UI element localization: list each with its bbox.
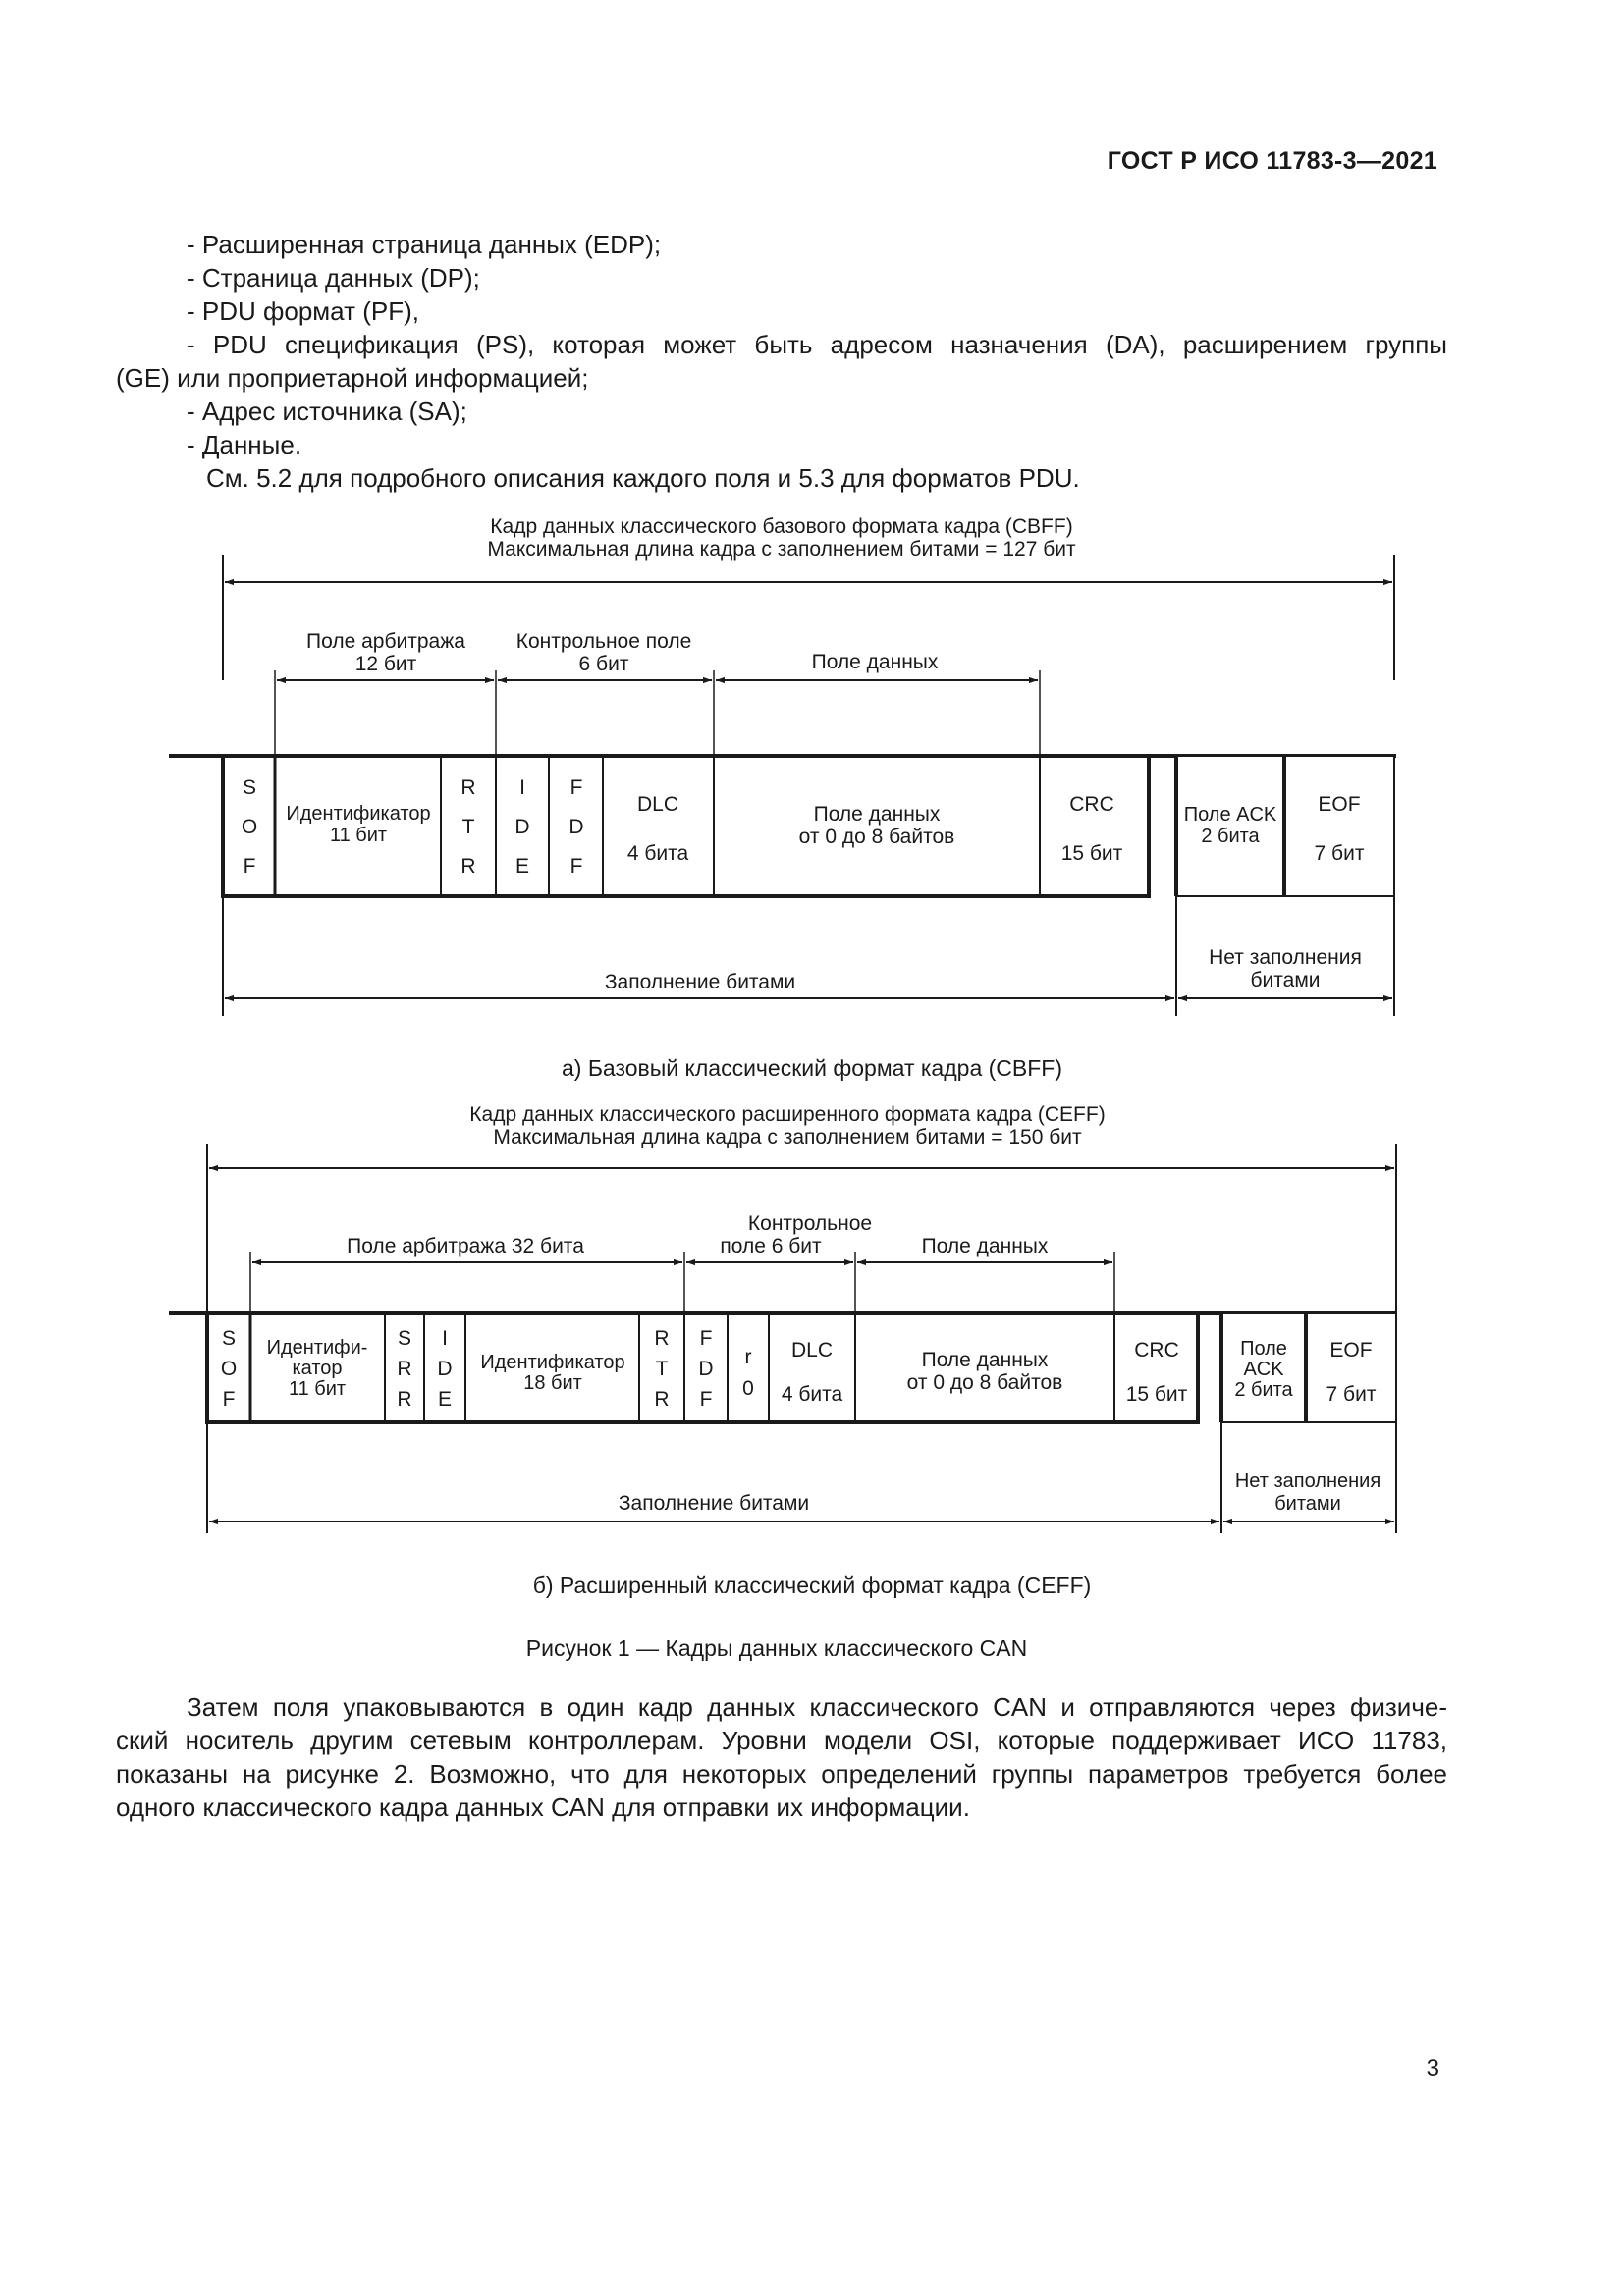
- crc-bits: 15 бит: [1060, 842, 1123, 865]
- eof-label: EOF: [1329, 1339, 1373, 1362]
- figure-b-caption: б) Расширенный классический формат кадра (CEFF): [532, 1573, 1092, 1598]
- cbff-frame-diagram: [0, 506, 1624, 1065]
- identifier-b-bits: 18 бит: [523, 1372, 582, 1394]
- fdf-letter: D: [568, 816, 584, 838]
- cbff-title-line2: Максимальная длина кадра с заполнением битами = 127 бит: [487, 538, 1076, 561]
- ide-letter: E: [437, 1388, 453, 1411]
- sof-letter: F: [222, 1388, 236, 1411]
- paragraph-line: показаны на рисунке 2. Возможно, что для некоторых определений группы параметров требуется более: [116, 1759, 1447, 1789]
- ack-bits: 2 бита: [1234, 1379, 1293, 1401]
- paragraph-line: ский носитель другим сетевым контроллерам. Уровни модели OSI, которые поддерживает ИСО 11783,: [116, 1726, 1447, 1755]
- dlc-label: DLC: [636, 793, 679, 816]
- document-header: ГОСТ Р ИСО 11783-3—2021: [1107, 147, 1437, 175]
- arbitration-field-bits: 12 бит: [354, 653, 417, 675]
- crc-bits: 15 бит: [1125, 1383, 1188, 1406]
- arbitration-field-label: Поле арбитража 32 бита: [347, 1235, 584, 1257]
- ide-letter: D: [514, 816, 530, 838]
- eof-label: EOF: [1318, 793, 1361, 816]
- bit-stuffing-label: Заполнение битами: [604, 971, 796, 993]
- r0-letter: r: [744, 1346, 752, 1368]
- dlc-bits: 4 бита: [626, 842, 689, 865]
- reference-text: См. 5.2 для подробного описания каждого поля и 5.3 для форматов PDU.: [206, 463, 1080, 493]
- control-field-label: Контрольное поле: [515, 630, 692, 653]
- bit-stuffing-label: Заполнение битами: [618, 1492, 810, 1515]
- identifier-bits: 11 бит: [329, 825, 388, 846]
- rtr-letter: R: [460, 855, 476, 878]
- sof-letter: F: [243, 855, 256, 878]
- data-field-label: Поле данных: [811, 651, 939, 673]
- rtr-letter: R: [654, 1388, 670, 1411]
- list-item: - Страница данных (DP);: [187, 263, 480, 293]
- sof-letter: S: [221, 1327, 237, 1350]
- list-item: - Расширенная страница данных (EDP);: [187, 230, 662, 259]
- list-item: - Адрес источника (SA);: [187, 397, 467, 426]
- srr-letter: R: [397, 1358, 412, 1380]
- list-item-continuation: (GE) или проприетарной информацией;: [116, 363, 589, 393]
- srr-letter: S: [397, 1327, 412, 1350]
- data-field-cell-range: от 0 до 8 байтов: [798, 826, 955, 848]
- identifier-a-label-line2: катор: [292, 1358, 343, 1379]
- arbitration-field-label: Поле арбитража: [306, 630, 465, 653]
- identifier-b-label: Идентификатор: [480, 1352, 625, 1373]
- ack-bits: 2 бита: [1201, 826, 1260, 847]
- page-number: 3: [1426, 2056, 1439, 2082]
- list-item: - Данные.: [187, 430, 302, 459]
- identifier-label: Идентификатор: [286, 803, 431, 825]
- sof-letter: S: [242, 776, 257, 799]
- dlc-bits: 4 бита: [781, 1383, 843, 1406]
- control-field-bits: поле 6 бит: [720, 1235, 822, 1257]
- fdf-letter: D: [698, 1358, 714, 1380]
- data-field-cell-label: Поле данных: [921, 1349, 1049, 1371]
- identifier-a-label: Идентифи-: [266, 1337, 368, 1359]
- identifier-a-bits: 11 бит: [288, 1378, 347, 1400]
- fdf-letter: F: [699, 1327, 713, 1350]
- list-item: - PDU формат (PF),: [187, 296, 419, 326]
- control-field-bits: 6 бит: [578, 653, 629, 675]
- fdf-letter: F: [569, 776, 583, 799]
- control-field-label: Контрольное: [747, 1212, 873, 1235]
- eof-bits: 7 бит: [1326, 1383, 1377, 1406]
- sof-letter: O: [220, 1358, 238, 1380]
- figure-caption: Рисунок 1 — Кадры данных классического CAN: [525, 1635, 1028, 1661]
- data-field-cell-label: Поле данных: [813, 803, 941, 826]
- list-item: - PDU спецификация (PS), которая может быть адресом назначения (DA), расширением группы: [187, 330, 1447, 359]
- r0-letter: 0: [742, 1377, 754, 1400]
- ceff-title-line2: Максимальная длина кадра с заполнением битами = 150 бит: [493, 1126, 1082, 1148]
- fdf-letter: F: [699, 1388, 713, 1411]
- crc-label: CRC: [1069, 793, 1114, 816]
- rtr-letter: T: [655, 1358, 669, 1380]
- ack-label-line2: ACK: [1243, 1359, 1284, 1380]
- eof-bits: 7 бит: [1314, 842, 1365, 865]
- ack-label: Поле ACK: [1183, 804, 1277, 826]
- srr-letter: R: [397, 1388, 412, 1411]
- rtr-letter: R: [460, 776, 476, 799]
- ide-letter: E: [514, 855, 530, 878]
- cbff-title-line1: Кадр данных классического базового формата кадра (CBFF): [490, 515, 1073, 538]
- fdf-letter: F: [569, 855, 583, 878]
- ack-label: Поле: [1240, 1338, 1287, 1360]
- no-stuffing-label: Нет заполнения: [1209, 946, 1362, 969]
- ceff-title-line1: Кадр данных классического расширенного формата кадра (CEFF): [469, 1103, 1106, 1126]
- data-field-cell-range: от 0 до 8 байтов: [906, 1371, 1063, 1394]
- figure-a-caption: а) Базовый классический формат кадра (CBFF): [562, 1055, 1062, 1081]
- no-stuffing-label-line2: битами: [1250, 969, 1321, 991]
- data-field-label: Поле данных: [921, 1235, 1049, 1257]
- ide-letter: I: [442, 1327, 448, 1350]
- paragraph-line: Затем поля упаковываются в один кадр данных классического CAN и отправляются через физиче-: [187, 1692, 1447, 1722]
- sof-letter: O: [241, 816, 258, 838]
- no-stuffing-label-line2: битами: [1274, 1493, 1341, 1515]
- ide-letter: D: [437, 1358, 453, 1380]
- paragraph-line: одного классического кадра данных CAN для отправки их информации.: [116, 1792, 970, 1822]
- rtr-letter: R: [654, 1327, 670, 1350]
- dlc-label: DLC: [790, 1339, 834, 1362]
- no-stuffing-label: Нет заполнения: [1234, 1470, 1381, 1492]
- crc-label: CRC: [1134, 1339, 1179, 1362]
- rtr-letter: T: [461, 816, 475, 838]
- ide-letter: I: [519, 776, 525, 799]
- ceff-frame-diagram: [0, 1099, 1624, 1571]
